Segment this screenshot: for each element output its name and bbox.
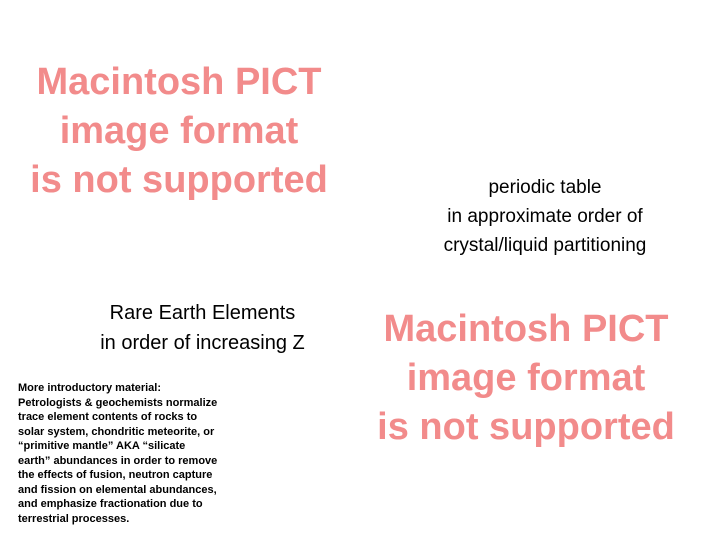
notes-line: More introductory material:	[18, 382, 162, 394]
periodic-table-caption	[410, 173, 680, 260]
caption-line: Rare Earth Elements	[109, 302, 296, 324]
placeholder-line: is not supported	[377, 406, 675, 448]
placeholder-line: image format	[59, 110, 299, 152]
placeholder-line: Macintosh PICT	[36, 61, 322, 103]
notes-line: and fission on elemental abundances,	[18, 483, 217, 496]
caption-line: in order of increasing Z	[100, 332, 305, 354]
rare-earth-elements-caption	[70, 298, 335, 358]
notes-line: and emphasize fractionation due to	[18, 498, 203, 510]
unsupported-image-placeholder-bottom	[345, 305, 707, 452]
notes-line: terrestrial processes.	[18, 512, 130, 525]
placeholder-line: image format	[406, 357, 646, 399]
caption-line: in approximate order of	[447, 206, 643, 227]
caption-line: periodic table	[488, 177, 602, 198]
introductory-notes	[18, 381, 248, 526]
caption-line: crystal/liquid partitioning	[443, 235, 647, 256]
unsupported-image-placeholder-top	[0, 58, 358, 205]
notes-line: the effects of fusion, neutron capture	[18, 469, 213, 481]
notes-line: solar system, chondritic meteorite, or	[18, 425, 215, 438]
notes-line: trace element contents of rocks to	[18, 411, 198, 423]
notes-line: Petrologists & geochemists normalize	[18, 396, 218, 409]
notes-line: “primitive mantle” AKA “silicate	[18, 440, 186, 452]
placeholder-line: Macintosh PICT	[383, 308, 669, 350]
placeholder-line: is not supported	[30, 159, 328, 201]
notes-line: earth” abundances in order to remove	[18, 454, 218, 467]
